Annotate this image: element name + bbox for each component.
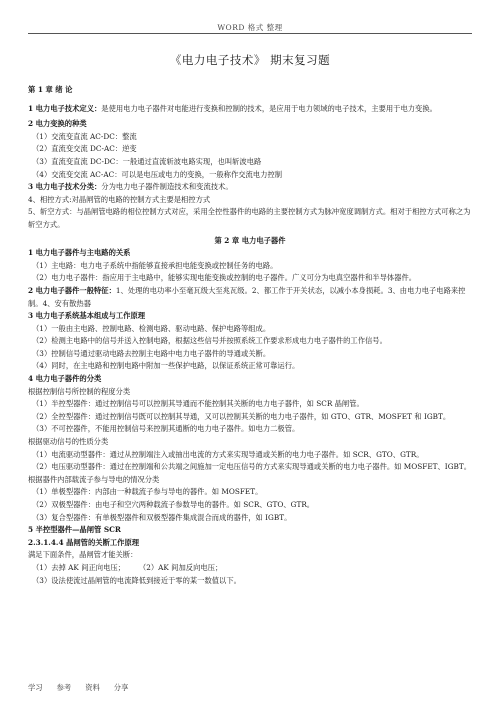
list-item: （4）同时，在主电路和控制电路中附加一些保护电路，以保证系统正常可靠运行。 (32, 361, 300, 371)
footer-item: 分享 (113, 683, 129, 692)
classification-paragraph (28, 181, 472, 194)
document-title: 《电力电子技术》 期末复习题 (169, 53, 331, 67)
list-item: （3）直流变直流 DC-DC：一般通过直流斩波电路实现，也叫斩波电路 (32, 156, 262, 166)
list-item: （2）AK 间加反向电压； (138, 562, 223, 572)
page-footer (28, 683, 142, 693)
phase-control-paragraph: 4、相控方式:对晶闸管的电路的控制方式主要是相控方式 (28, 194, 211, 204)
list-item: （2）电力电子器件：指应用于主电路中，能够实现电能变换或控制的电子器件。广义可分为电真空器件和半导体器件。 (32, 273, 417, 283)
classification-term: 3 电力电子技术分类： (28, 182, 102, 192)
classification-subheading: 根据驱动信号的性质分类 (28, 437, 109, 447)
list-item: （2）电压驱动型器件：通过在控制端和公共端之间施加一定电压信号的方式来实现导通或关断的电力电子器件。如 MOSFET、IGBT。 (32, 462, 472, 472)
header-divider (28, 33, 472, 34)
list-item: （3）不可控器件，不能用控制信号来控制其通断的电力电子器件。如电力二极管。 (32, 424, 300, 434)
scr-turnoff-conditions: 满足下面条件，晶闸管才能关断： (28, 550, 138, 560)
definition-body: 是使用电力电子器件对电能进行变换和控制的技术，是应用于电力领域的电子技术，主要用于电力变换。 (101, 103, 437, 113)
device-features-body: 1、处理的电功率小至毫瓦级大至兆瓦级。2、都工作于开关状态，以减小本身损耗。3、由电力电子电路来控制。4、安有散热器 (28, 285, 466, 308)
footer-item: 学习 (28, 683, 43, 692)
classification-subheading: 根据器件内部载流子参与导电的情况分类 (28, 474, 160, 484)
list-item: （2）直流变交流 DC-AC：逆变 (32, 144, 137, 154)
scr-turnoff-subheading: 2.3.1.4.4 晶闸管的关断工作原理 (28, 537, 140, 547)
list-item: （1）主电路：电力电子系统中指能够直接承担电能变换或控制任务的电路。 (32, 260, 278, 270)
list-item: （1）一般由主电路、控制电路、检测电路、驱动电路、保护电路等组成。 (32, 323, 271, 333)
device-features-term: 2 电力电子器件一般特征： (28, 285, 116, 295)
footer-item: 资料 (85, 683, 100, 692)
classification-subheading: 根据控制信号所控制的程度分类 (28, 386, 131, 396)
device-classification-heading: 4 电力电子器件的分类 (28, 374, 102, 384)
list-item: （2）检测主电路中的信号并送入控制电路，根据这些信号并按照系统工作要求形成电力电子器件的工作信号。 (32, 336, 387, 346)
list-item: （2）双极型器件：由电子和空穴两种载流子参数导电的器件。如 SCR、GTO、GTR。 (32, 500, 315, 509)
page-header: WORD 格式 整理 (217, 23, 283, 32)
definition-paragraph (28, 103, 472, 116)
list-item: （3）控制信号通过驱动电路去控制主电路中电力电子器件的导通或关断。 (32, 348, 271, 358)
scr-condition-row (28, 562, 472, 575)
list-item: （3）复合型器件：有单极型器件和双极型器件集成混合而成的器件，如 IGBT。 (32, 512, 292, 522)
chapter-2-heading: 第 2 章 电力电子器件 (214, 235, 286, 245)
scr-heading: 5 半控型器件—晶闸管 SCR (28, 525, 121, 535)
list-item: （4）交流变交流 AC-AC：可以是电压或电力的变换，一般称作交流电力控制 (32, 169, 283, 179)
device-circuit-heading: 1 电力电子器件与主电路的关系 (28, 248, 131, 258)
classification-body: 分为电力电子器件制造技术和变流技术。 (101, 182, 233, 192)
chopper-control-paragraph: 5、斩空方式：与晶闸管电路的相位控制方式对应，采用全控性器件的电路的主要控制方式为脉冲宽度调制方式。相对于相控方式可称之为斩空方式。 (28, 207, 471, 229)
chapter-1-heading: 第 1 章 绪 论 (28, 85, 73, 94)
definition-term: 1 电力电子技术定义： (28, 103, 102, 113)
list-item: （1）半控型器件：通过控制信号可以控制其导通而不能控制其关断的电力电子器件，如 SCR 晶闸管。 (32, 399, 364, 409)
document-body (28, 84, 472, 587)
list-item: （1）去掉 AK 间正向电压； (32, 562, 125, 572)
device-features-paragraph (28, 285, 472, 310)
conversion-types-heading: 2 电力变换的种类 (28, 119, 87, 129)
system-composition-heading: 3 电力电子系统基本组成与工作原理 (28, 311, 146, 321)
list-item: （3）设法使流过晶闸管的电流降低到接近于零的某一数值以下。 (32, 575, 241, 585)
list-item: （1）交流变直流 AC-DC：整流 (32, 131, 137, 141)
footer-item: 参考 (56, 683, 72, 692)
list-item: （2）全控型器件：通过控制信号既可以控制其导通，又可以控制其关断的电力电子器件，如 GTO、GTR、MOSFET 和 IGBT。 (32, 411, 451, 421)
list-item: （1）单极型器件：内部由一种载流子参与导电的器件。如 MOSFET。 (32, 487, 263, 497)
list-item: （1）电流驱动型器件：通过从控制端注入或抽出电流的方式来实现导通或关断的电力电子器件。如 SCR、GTO、GTR。 (32, 449, 424, 459)
